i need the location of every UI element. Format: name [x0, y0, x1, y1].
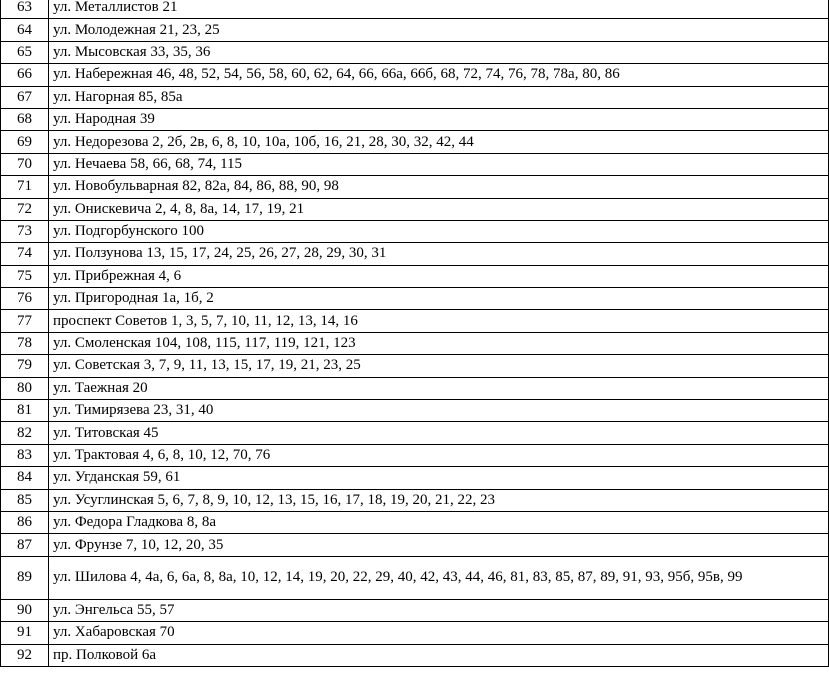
row-number-cell: 92: [1, 644, 49, 666]
address-cell: ул. Фрунзе 7, 10, 12, 20, 35: [49, 534, 829, 556]
table-row: [1, 534, 829, 556]
table-row: [1, 489, 829, 511]
table-row: [1, 288, 829, 310]
table-row: [1, 19, 829, 41]
row-number-cell: 74: [1, 243, 49, 265]
table-row: [1, 355, 829, 377]
row-number-cell: 91: [1, 622, 49, 644]
row-number-cell: 89: [1, 556, 49, 599]
row-number-cell: 85: [1, 489, 49, 511]
address-cell: ул. Прибрежная 4, 6: [49, 265, 829, 287]
address-cell: ул. Подгорбунского 100: [49, 220, 829, 242]
row-number-cell: 84: [1, 467, 49, 489]
table-row: [1, 131, 829, 153]
table-row: [1, 153, 829, 175]
row-number-cell: 82: [1, 422, 49, 444]
table-row: [1, 198, 829, 220]
address-cell: проспект Советов 1, 3, 5, 7, 10, 11, 12, 13, 14, 16: [49, 310, 829, 332]
row-number-cell: 64: [1, 19, 49, 41]
table-row: [1, 86, 829, 108]
table-row: [1, 265, 829, 287]
address-cell: ул. Тимирязева 23, 31, 40: [49, 400, 829, 422]
address-cell: ул. Энгельса 55, 57: [49, 599, 829, 621]
address-cell: ул. Пригородная 1а, 1б, 2: [49, 288, 829, 310]
table-row: [1, 622, 829, 644]
table-row: [1, 644, 829, 666]
table-row: [1, 400, 829, 422]
table-row: [1, 422, 829, 444]
address-cell: ул. Недорезова 2, 2б, 2в, 6, 8, 10, 10а, 10б, 16, 21, 28, 30, 32, 42, 44: [49, 131, 829, 153]
address-cell: ул. Шилова 4, 4а, 6, 6а, 8, 8а, 10, 12, 14, 19, 20, 22, 29, 40, 42, 43, 44, 46, 81, 83, 85, 87, 89, 91, 93, 95б, 95в, 99: [49, 556, 829, 599]
row-number-cell: 72: [1, 198, 49, 220]
table-row: [1, 220, 829, 242]
address-cell: ул. Федора Гладкова 8, 8а: [49, 511, 829, 533]
table-row: [1, 332, 829, 354]
row-number-cell: 73: [1, 220, 49, 242]
address-cell: ул. Новобульварная 82, 82а, 84, 86, 88, 90, 98: [49, 176, 829, 198]
row-number-cell: 63: [1, 0, 49, 19]
address-cell: ул. Металлистов 21: [49, 0, 829, 19]
address-cell: ул. Нагорная 85, 85а: [49, 86, 829, 108]
address-cell: ул. Народная 39: [49, 108, 829, 130]
row-number-cell: 70: [1, 153, 49, 175]
row-number-cell: 81: [1, 400, 49, 422]
table-row: [1, 511, 829, 533]
row-number-cell: 75: [1, 265, 49, 287]
address-cell: пр. Полковой 6а: [49, 644, 829, 666]
table-row: [1, 467, 829, 489]
address-table-body: [1, 0, 829, 666]
address-cell: ул. Хабаровская 70: [49, 622, 829, 644]
row-number-cell: 79: [1, 355, 49, 377]
row-number-cell: 90: [1, 599, 49, 621]
row-number-cell: 65: [1, 41, 49, 63]
table-row: [1, 0, 829, 19]
row-number-cell: 67: [1, 86, 49, 108]
row-number-cell: 87: [1, 534, 49, 556]
table-row: [1, 444, 829, 466]
table-row: [1, 108, 829, 130]
address-cell: ул. Трактовая 4, 6, 8, 10, 12, 70, 76: [49, 444, 829, 466]
address-cell: ул. Угданская 59, 61: [49, 467, 829, 489]
address-cell: ул. Нечаева 58, 66, 68, 74, 115: [49, 153, 829, 175]
table-row: [1, 377, 829, 399]
table-row: [1, 556, 829, 599]
address-cell: ул. Ползунова 13, 15, 17, 24, 25, 26, 27, 28, 29, 30, 31: [49, 243, 829, 265]
row-number-cell: 71: [1, 176, 49, 198]
table-row: [1, 176, 829, 198]
table-row: [1, 243, 829, 265]
address-cell: ул. Молодежная 21, 23, 25: [49, 19, 829, 41]
row-number-cell: 78: [1, 332, 49, 354]
row-number-cell: 80: [1, 377, 49, 399]
table-row: [1, 64, 829, 86]
address-cell: ул. Смоленская 104, 108, 115, 117, 119, 121, 123: [49, 332, 829, 354]
address-cell: ул. Советская 3, 7, 9, 11, 13, 15, 17, 19, 21, 23, 25: [49, 355, 829, 377]
address-cell: ул. Усуглинская 5, 6, 7, 8, 9, 10, 12, 13, 15, 16, 17, 18, 19, 20, 21, 22, 23: [49, 489, 829, 511]
row-number-cell: 69: [1, 131, 49, 153]
row-number-cell: 76: [1, 288, 49, 310]
row-number-cell: 66: [1, 64, 49, 86]
row-number-cell: 83: [1, 444, 49, 466]
address-cell: ул. Титовская 45: [49, 422, 829, 444]
row-number-cell: 68: [1, 108, 49, 130]
table-row: [1, 41, 829, 63]
row-number-cell: 77: [1, 310, 49, 332]
address-cell: ул. Онискевича 2, 4, 8, 8а, 14, 17, 19, 21: [49, 198, 829, 220]
table-row: [1, 599, 829, 621]
address-cell: ул. Набережная 46, 48, 52, 54, 56, 58, 60, 62, 64, 66, 66а, 66б, 68, 72, 74, 76, 78, 78а, 80, 86: [49, 64, 829, 86]
address-cell: ул. Мысовская 33, 35, 36: [49, 41, 829, 63]
address-cell: ул. Таежная 20: [49, 377, 829, 399]
row-number-cell: 86: [1, 511, 49, 533]
table-row: [1, 310, 829, 332]
